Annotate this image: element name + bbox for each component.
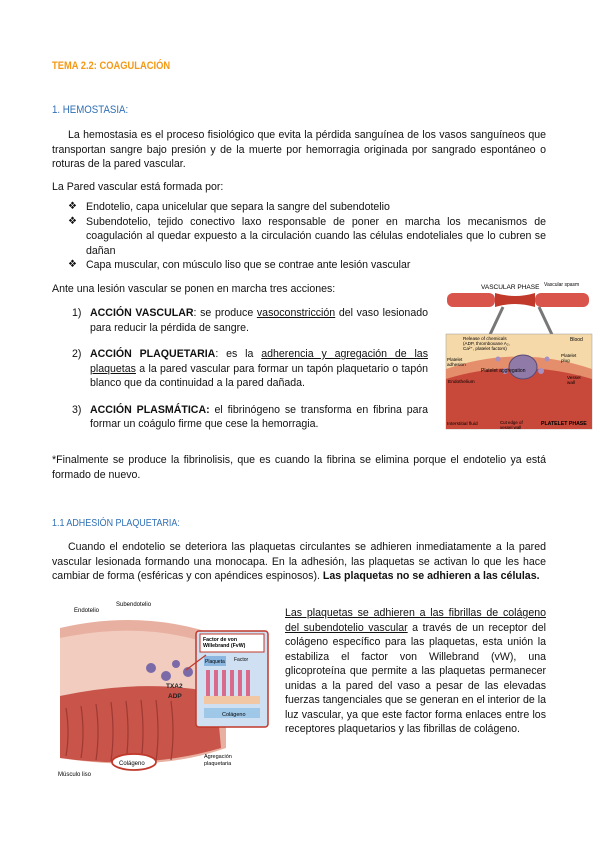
- adhesion-figure: [56, 598, 276, 780]
- endotelio-label: Endotelio: [74, 608, 100, 614]
- action-vascular: 1) ACCIÓN VASCULAR: se produce vasoconstricción del vaso lesionado para reducir la pérdida de sangre.: [72, 307, 428, 334]
- txa2-label: TXA2: [166, 683, 183, 690]
- bullet-icon: ❖: [68, 259, 77, 270]
- action-plasmatica: 3) ACCIÓN PLASMÁTICA: el fibrinógeno se transforma en fibrina para formar un coágulo firme que cese la hemorragia.: [72, 403, 428, 430]
- vessel-segment: [447, 293, 495, 307]
- actions-lead: Ante una lesión vascular se ponen en marcha tres acciones:: [52, 283, 336, 295]
- section-heading-hemostasia: 1. HEMOSTASIA:: [52, 104, 129, 116]
- vascular-phase-figure: [443, 279, 593, 432]
- bullet-icon: ❖: [68, 201, 77, 212]
- vessel-segment: [535, 293, 589, 307]
- factor-label: Factor: [234, 657, 249, 663]
- list-item: ❖ Subendotelio, tejido conectivo laxo responsable de poner en marcha los mecanismos de coagulación al quedar expuesto a la circulación cuando las células endoteliales que lo cubren se dañan: [68, 215, 546, 257]
- release-label: Release of chemicals (ADP, thromboxane A₂, Ca²⁺, platelet factors): [463, 336, 510, 351]
- actions-list: [54, 306, 428, 444]
- vessel-wall-label: Vessel wall: [567, 375, 581, 385]
- platelet-phase-label: PLATELET PHASE: [541, 421, 587, 427]
- adp-label: ADP: [168, 693, 182, 700]
- factor-vw-label: Factor de von Willebrand (FvW): [203, 637, 246, 649]
- cut-edge-label: Cut edge of vessel wall: [500, 420, 523, 430]
- adhesion-paragraph: Cuando el endotelio se deteriora las plaquetas circulantes se adhieren inmediatamente a la pared vascular lesionada formando una monocapa. En la adhesión, las plaquetas se activan lo que les hace cambiar de forma (esféricas y con apéndices espinosos). Las plaquetas no se adhieren a las células.: [52, 541, 546, 582]
- list-item: ❖ Capa muscular, con músculo liso que se contrae ante lesión vascular: [68, 259, 411, 271]
- musculo-label: Músculo liso: [58, 772, 92, 778]
- colageno-label: Colágeno: [119, 761, 145, 767]
- wall-lead: La Pared vascular está formada por:: [52, 181, 224, 193]
- section-heading-adhesion: 1.1 ADHESIÓN PLAQUETARIA:: [52, 517, 180, 529]
- platelet-adhesion-label: Platelet adhesion: [447, 357, 466, 367]
- fibrinolisis-note: *Finalmente se produce la fibrinolisis, que es cuando la fibrina se elimina porque el endotelio ya está formado de nuevo.: [52, 454, 546, 481]
- adhesion-side-paragraph: Las plaquetas se adhieren a las fibrillas de colágeno del subendotelio vascular a través de un receptor del colágeno específico para las plaquetas, esta unión la estabiliza el factor von Willebrand (vW), una glicoproteína que permite a las plaquetas permanecer unidas a la pared del vaso a pesar de las elevadas fuerzas tangenciales que se generan en el interior de la luz vascular, ya que este factor forma enlaces entre los receptores plaquetarios y las fibrillas de colágeno.: [285, 607, 546, 735]
- vascular-spasm-label: Vascular spasm: [544, 282, 580, 288]
- platelet-plug-shape: [509, 355, 537, 379]
- blood-label: Blood: [570, 337, 583, 343]
- plaqueta-label: Plaqueta: [205, 659, 225, 665]
- list-item: ❖ Endotelio, capa unicelular que separa la sangre del subendotelio: [68, 201, 390, 213]
- vascular-phase-label: VASCULAR PHASE: [481, 284, 540, 291]
- platelet-aggregation-label: Platelet aggregation: [481, 368, 526, 374]
- interstitial-label: Interstitial fluid: [447, 422, 478, 427]
- wall-list: [56, 200, 546, 273]
- hemostasia-paragraph: La hemostasia es el proceso fisiológico que evita la pérdida sanguínea de los vasos sanguíneos que transportan sangre bajo presión y de la muerte por hemorragia originada por sangrado espontáneo o roturas de la pared vascular.: [52, 129, 546, 170]
- bullet-icon: ❖: [68, 215, 77, 227]
- action-plaquetaria: 2) ACCIÓN PLAQUETARIA: es la adherencia y agregación de las plaquetas a la pared vascular para formar un tapón plaquetario o tapón blanco que da continuidad a la pared dañada.: [72, 348, 428, 389]
- agregacion-label: Agregación plaquetaria: [204, 754, 232, 767]
- endothelium-label: Endothelium: [448, 380, 475, 385]
- subendotelio-label: Subendotelio: [116, 602, 152, 608]
- page-title: TEMA 2.2: COAGULACIÓN: [52, 60, 171, 72]
- platelet-plug-label: Platelet plug: [561, 353, 577, 363]
- colageno-box-label: Colágeno: [222, 712, 246, 718]
